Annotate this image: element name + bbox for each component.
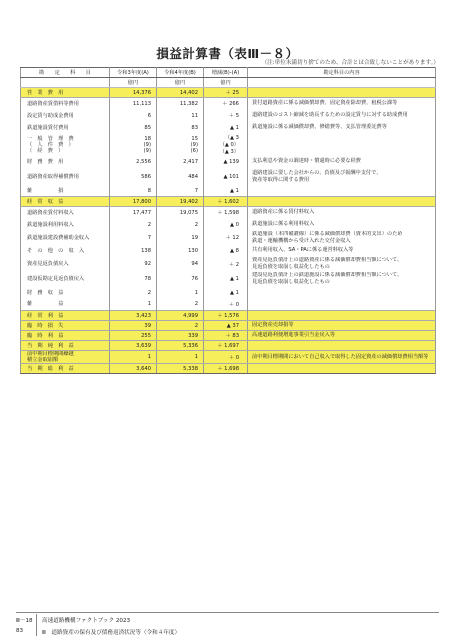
row-fy4-value: 484 — [157, 168, 204, 186]
row-fy4-value: 2 — [157, 299, 204, 311]
row-diff-value: ▲ 1 — [204, 122, 248, 134]
row-label: 臨 時 損 失 — [21, 321, 110, 331]
row-label: 財 務 費 用 — [21, 156, 110, 168]
row-fy3-value: 14,376 — [110, 88, 157, 98]
footer-separator — [36, 614, 37, 636]
row-description: 固定資産売却損等 — [248, 321, 436, 331]
row-description — [248, 88, 436, 98]
statement-row — [21, 168, 436, 186]
row-label: 一 般 管 理 費 （ 人 件 費 ） （ 経 費 ） — [21, 134, 110, 156]
statement-row — [21, 219, 436, 231]
row-diff-value: （▲ 3 （▲ 0） （▲ 3） — [204, 134, 248, 156]
row-fy3-value: 17,800 — [110, 197, 157, 207]
row-diff-value: ＋ 25 — [204, 88, 248, 98]
table-header-row — [21, 68, 436, 78]
header-content: 勘定科目の内容 — [248, 68, 436, 78]
unit-fy4: 億円 — [157, 78, 204, 88]
row-fy3-value: 11,113 — [110, 98, 157, 110]
row-description: 賃付道路資産に係る減価償却費、固定資産除却費、租税公課等 — [248, 98, 436, 110]
statement-row — [21, 110, 436, 122]
row-diff-value: ▲ 1 — [204, 287, 248, 299]
page-title: 損益計算書（表Ⅲ－８） — [156, 46, 299, 61]
row-diff-value: ＋ 1,598 — [204, 207, 248, 219]
row-description: 支払利息や資金の調達時・償還時に必要な経費 — [248, 156, 436, 168]
row-fy4-value: 130 — [157, 245, 204, 257]
statement-row — [21, 186, 436, 197]
row-fy3-value: 255 — [110, 331, 157, 341]
row-label: 資産見返負債戻入 — [21, 257, 110, 272]
row-description: 高速道路利便増進事業引当金戻入等 — [248, 331, 436, 341]
row-label: 鉄道施設賃付費用 — [21, 122, 110, 134]
row-diff-value: ▲ 101 — [204, 168, 248, 186]
row-fy4-value: 76 — [157, 272, 204, 287]
row-description: 共有利用収入、SA・PAに係る運営料収入等 — [248, 245, 436, 257]
statement-row — [21, 272, 436, 287]
row-fy3-value: 78 — [110, 272, 157, 287]
row-fy4-value: 1 — [157, 287, 204, 299]
row-label: 道路資産賃付料収入 — [21, 207, 110, 219]
row-fy3-value: 2,556 — [110, 156, 157, 168]
header-fy4: 令和4年度(B) — [157, 68, 204, 78]
row-label: 経 常 利 益 — [21, 311, 110, 321]
row-label: 鉄道施設利用料収入 — [21, 219, 110, 231]
row-fy3-value: 6 — [110, 110, 157, 122]
row-description — [248, 311, 436, 321]
statement-row — [21, 364, 436, 374]
row-label: 営 業 費 用 — [21, 88, 110, 98]
statement-row — [21, 331, 436, 341]
row-diff-value: ▲ 0 — [204, 219, 248, 231]
row-fy3-value: 2 — [110, 219, 157, 231]
row-fy3-value: 3,639 — [110, 341, 157, 351]
row-description: 資産見返負債計上の道路資産に係る減価償却費相当額について、 見返負債を取崩し収益化したもの — [248, 257, 436, 272]
footer-book-title: 高速道路機構ファクトブック 2023 — [42, 618, 131, 624]
row-fy3-value: 138 — [110, 245, 157, 257]
row-fy3-value: 3,640 — [110, 364, 157, 374]
row-fy3-value: 18 (9) (9) — [110, 134, 157, 156]
unit-note: （注:単位未満切り捨てのため、合計とは合致しないことがあります。） — [261, 60, 439, 66]
income-statement-table — [20, 67, 436, 374]
row-description: 前中期目標期間において自己収入で取得した固定資産の減価償却費相当額等 — [248, 351, 436, 364]
row-diff-value: ▲ 1 — [204, 186, 248, 197]
unit-diff: 億円 — [204, 78, 248, 88]
row-fy3-value: 39 — [110, 321, 157, 331]
row-diff-value: ＋ 1,698 — [204, 364, 248, 374]
statement-row — [21, 207, 436, 219]
row-fy4-value: 339 — [157, 331, 204, 341]
row-label: 道路資産賃借料等費用 — [21, 98, 110, 110]
statement-row — [21, 122, 436, 134]
header-item: 勘 定 科 目 — [21, 68, 110, 78]
row-description — [248, 299, 436, 311]
statement-row — [21, 311, 436, 321]
row-fy3-value: 92 — [110, 257, 157, 272]
footer-rule — [16, 612, 439, 613]
row-description: 鉄道施設（本四備讃線）に係る減価償却費（資本的支出）のため 鉄道・運輸機構から受け入れた交付金収入 — [248, 231, 436, 245]
row-fy4-value: 83 — [157, 122, 204, 134]
row-description: 道路建設のコスト縮減を助長するための設定賃与に対する助成費用 — [248, 110, 436, 122]
row-description: 道路資産に係る賃付料収入 — [248, 207, 436, 219]
row-description: 鉄道施設に係る減価償却費、修繕費等、支払管理委託費等 — [248, 122, 436, 134]
row-fy4-value: 2 — [157, 321, 204, 331]
row-label: そ の 他 の 収 入 — [21, 245, 110, 257]
statement-row — [21, 156, 436, 168]
row-fy4-value: 19,402 — [157, 197, 204, 207]
row-diff-value: ＋ 266 — [204, 98, 248, 110]
row-description — [248, 287, 436, 299]
statement-row — [21, 197, 436, 207]
row-description — [248, 134, 436, 156]
row-label: 当 期 総 利 益 — [21, 364, 110, 374]
statement-row — [21, 231, 436, 245]
unit-row — [21, 78, 436, 88]
row-diff-value: ＋ 12 — [204, 231, 248, 245]
row-description: 建設見返負債計上の鉄道施設に係る減価償却費相当額について、 見返負債を取崩し収益化したもの — [248, 272, 436, 287]
row-fy4-value: 5,338 — [157, 364, 204, 374]
row-label: 当 期 純 利 益 — [21, 341, 110, 351]
row-description — [248, 364, 436, 374]
unit-fy3: 億円 — [110, 78, 157, 88]
footer-section-page: Ⅲ－18 — [16, 618, 33, 624]
row-diff-value: ＋ 1,697 — [204, 341, 248, 351]
statement-row — [21, 299, 436, 311]
statement-row — [21, 257, 436, 272]
row-label: 雑 損 — [21, 186, 110, 197]
row-fy3-value: 8 — [110, 186, 157, 197]
row-fy4-value: 14,402 — [157, 88, 204, 98]
row-fy3-value: 17,477 — [110, 207, 157, 219]
row-label: 臨 時 利 益 — [21, 331, 110, 341]
row-fy3-value: 7 — [110, 231, 157, 245]
row-fy4-value: 2,417 — [157, 156, 204, 168]
row-fy3-value: 586 — [110, 168, 157, 186]
row-fy3-value: 2 — [110, 287, 157, 299]
row-description — [248, 197, 436, 207]
row-fy4-value: 11 — [157, 110, 204, 122]
row-diff-value: ＋ 0 — [204, 351, 248, 364]
row-diff-value: ＋ 5 — [204, 110, 248, 122]
row-diff-value: ＋ 1,576 — [204, 311, 248, 321]
row-diff-value: ▲ 8 — [204, 245, 248, 257]
statement-row — [21, 98, 436, 110]
row-fy4-value: 2 — [157, 219, 204, 231]
statement-row — [21, 245, 436, 257]
row-label: 前中期目標期間繰越 積立金取崩額 — [21, 351, 110, 364]
statement-row — [21, 351, 436, 364]
row-diff-value: ▲ 1 — [204, 272, 248, 287]
row-fy4-value: 4,999 — [157, 311, 204, 321]
row-fy4-value: 94 — [157, 257, 204, 272]
header-fy3: 令和3年度(A) — [110, 68, 157, 78]
row-fy3-value: 85 — [110, 122, 157, 134]
header-diff: 増減(B)-(A) — [204, 68, 248, 78]
statement-row — [21, 287, 436, 299]
row-label: 設定賃与助成金費用 — [21, 110, 110, 122]
row-description: 鉄道施設に係る利用料収入 — [248, 219, 436, 231]
statement-row — [21, 134, 436, 156]
row-diff-value: ＋ 2 — [204, 257, 248, 272]
statement-row — [21, 88, 436, 98]
row-label: 建設仮勘定見返負債戻入 — [21, 272, 110, 287]
footer-page-number: 83 — [16, 628, 24, 634]
row-label: 経 常 収 益 — [21, 197, 110, 207]
row-fy4-value: 5,336 — [157, 341, 204, 351]
row-fy4-value: 1 — [157, 351, 204, 364]
row-fy3-value: 3,423 — [110, 311, 157, 321]
row-diff-value: ＋ 1,602 — [204, 197, 248, 207]
footer-chapter: Ⅲ 道路資産の保有及び債務返済状況等（令和４年度） — [42, 630, 181, 636]
row-diff-value: ▲ 139 — [204, 156, 248, 168]
row-fy4-value: 19 — [157, 231, 204, 245]
row-fy4-value: 11,382 — [157, 98, 204, 110]
row-fy3-value: 1 — [110, 351, 157, 364]
statement-row — [21, 341, 436, 351]
row-fy4-value: 15 (9) (6) — [157, 134, 204, 156]
row-description: 道路建設に要した会社からの、負債及び報酬中支付で、 資産等取得に関する費用 — [248, 168, 436, 186]
row-label: 道路資産取得補償費用 — [21, 168, 110, 186]
row-fy4-value: 19,075 — [157, 207, 204, 219]
row-diff-value: ▲ 37 — [204, 321, 248, 331]
row-fy4-value: 7 — [157, 186, 204, 197]
row-label: 財 務 収 益 — [21, 287, 110, 299]
statement-row — [21, 321, 436, 331]
row-description — [248, 341, 436, 351]
row-label: 雑 益 — [21, 299, 110, 311]
row-diff-value: ＋ 83 — [204, 331, 248, 341]
row-label: 鉄道施設建設費補助金収入 — [21, 231, 110, 245]
row-description — [248, 186, 436, 197]
row-fy3-value: 1 — [110, 299, 157, 311]
row-diff-value: ＋ 0 — [204, 299, 248, 311]
